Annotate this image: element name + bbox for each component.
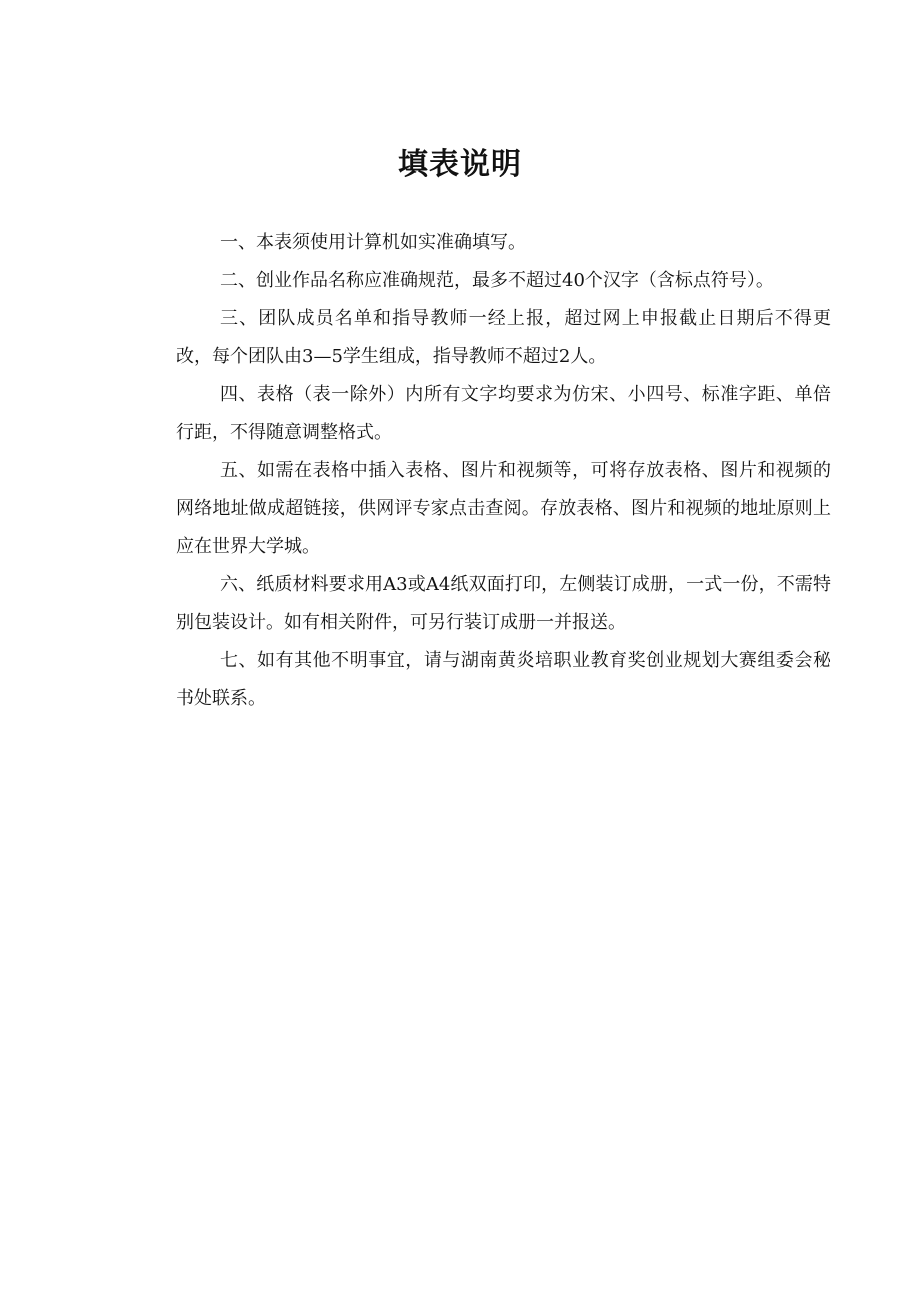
document-title: 填表说明 — [398, 147, 522, 183]
instruction-item-5: 五、如需在表格中插入表格、图片和视频等，可将存放表格、图片和视频的网络地址做成超链接，供网评专家点击查阅。存放表格、图片和视频的地址原则上应在世界大学城。 — [176, 460, 831, 557]
instruction-item-2: 二、创业作品名称应准确规范，最多不超过40个汉字（含标点符号）。 — [220, 270, 774, 291]
instruction-item-3: 三、团队成员名单和指导教师一经上报，超过网上申报截止日期后不得更改，每个团队由3—5学生组成，指导教师不超过2人。 — [176, 308, 831, 367]
instruction-item-6: 六、纸质材料要求用A3或A4纸双面打印，左侧装订成册，一式一份，不需特别包装设计。如有相关附件，可另行装订成册一并报送。 — [176, 574, 831, 633]
instructions-list — [176, 224, 831, 718]
instruction-item-4: 四、表格（表一除外）内所有文字均要求为仿宋、小四号、标准字距、单倍行距，不得随意调整格式。 — [176, 384, 831, 443]
instruction-item-1: 一、本表须使用计算机如实准确填写。 — [220, 232, 526, 253]
instruction-item-7: 七、如有其他不明事宜，请与湖南黄炎培职业教育奖创业规划大赛组委会秘书处联系。 — [176, 650, 831, 709]
